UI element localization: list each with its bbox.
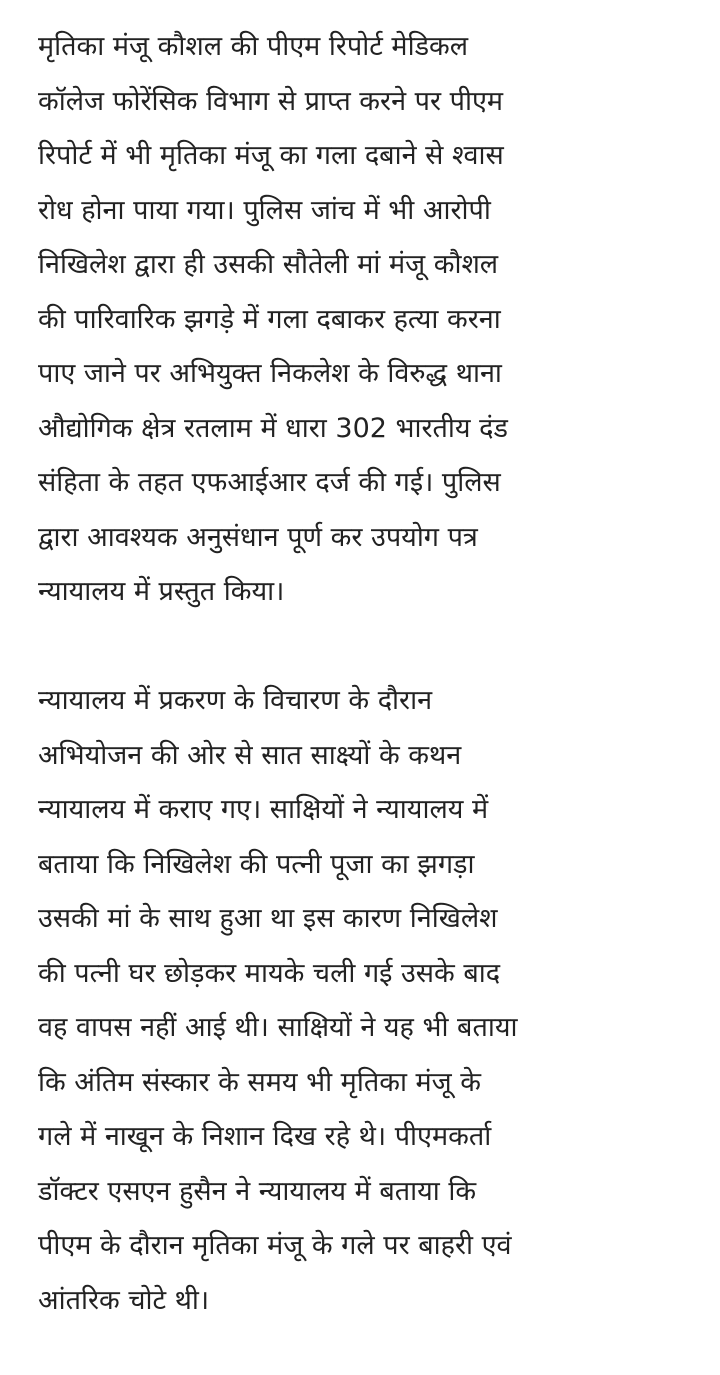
text-line: गले में नाखून के निशान दिख रहे थे। पीएमकर्ता [38, 1121, 492, 1152]
text-line: आंतरिक चोटे थी। [38, 1284, 210, 1316]
text-line: न्यायालय में प्रस्तुत किया। [38, 576, 285, 607]
text-line: की पारिवारिक झगड़े में गला दबाकर हत्या करना [38, 303, 501, 335]
paragraph-spacer [38, 620, 688, 675]
text-line: उसकी मां के साथ हुआ था इस कारण निखिलेश [38, 903, 498, 934]
paragraph-postmortem-report [38, 20, 688, 620]
text-line: औद्योगिक क्षेत्र रतलाम में धारा 302 भारतीय दंड [38, 412, 508, 444]
text-line: कॉलेज फोरेंसिक विभाग से प्राप्त करने पर पीएम [38, 85, 504, 117]
text-line: कि अंतिम संस्कार के समय भी मृतिका मंजू के [38, 1066, 482, 1098]
text-line: पीएम के दौरान मृतिका मंजू के गले पर बाहरी एवं [38, 1230, 512, 1261]
text-line: डॉक्टर एसएन हुसैन ने न्यायालय में बताया कि [38, 1175, 477, 1207]
text-line: रोध होना पाया गया। पुलिस जांच में भी आरोपी [38, 194, 491, 226]
text-line: की पत्नी घर छोड़कर मायके चली गई उसके बाद [38, 957, 501, 989]
text-line: वह वापस नहीं आई थी। साक्षियों ने यह भी बताया [38, 1012, 518, 1043]
text-line: द्वारा आवश्यक अनुसंधान पूर्ण कर उपयोग पत्र [38, 521, 478, 553]
text-line: पाए जाने पर अभियुक्त निकलेश के विरुद्ध थाना [38, 358, 502, 389]
text-line: मृतिका मंजू कौशल की पीएम रिपोर्ट मेडिकल [38, 31, 469, 62]
text-line: संहिता के तहत एफआईआर दर्ज की गई। पुलिस [38, 467, 501, 498]
text-line: बताया कि निखिलेश की पत्नी पूजा का झगड़ा [38, 848, 475, 880]
text-line: न्यायालय में कराए गए। साक्षियों ने न्यायालय में [38, 794, 489, 825]
text-line: निखिलेश द्वारा ही उसकी सौतेली मां मंजू कौशल [38, 249, 499, 280]
text-line: रिपोर्ट में भी मृतिका मंजू का गला दबाने से श्वास [38, 140, 504, 171]
text-line: अभियोजन की ओर से सात साक्ष्यों के कथन [38, 739, 462, 771]
text-line: न्यायालय में प्रकरण के विचारण के दौरान [38, 685, 433, 716]
article-body [38, 20, 688, 1328]
paragraph-court-proceedings [38, 674, 688, 1328]
